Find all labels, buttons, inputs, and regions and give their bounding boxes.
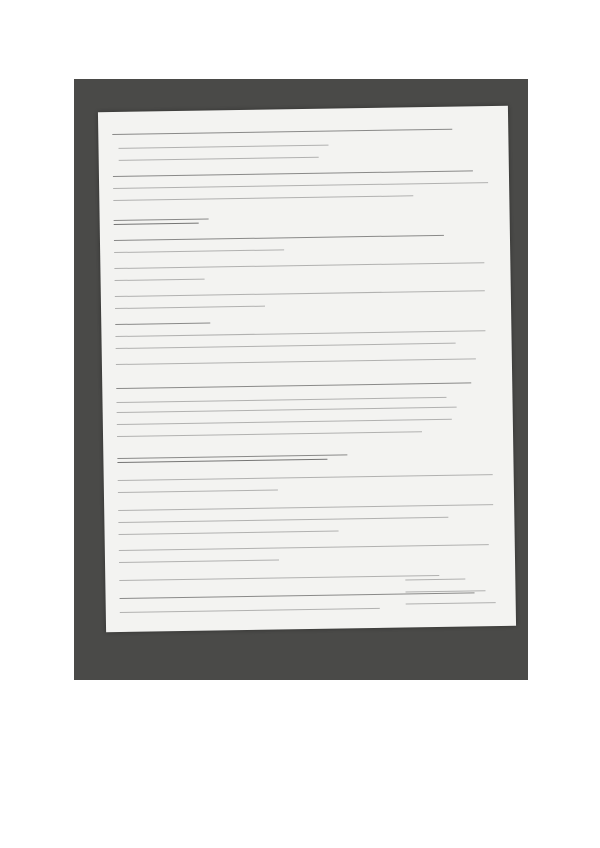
handwriting-line [117,419,452,426]
handwriting-line [119,145,329,150]
handwriting-line [406,602,496,605]
heading-underline [114,223,199,226]
handwriting-line [116,382,471,390]
handwriting-line [118,474,493,482]
handwriting-line [116,358,476,366]
handwriting-line [117,431,422,438]
handwriting-line [115,306,265,310]
handwriting-line [118,489,278,494]
handwriting-line [113,182,488,190]
handwriting-line [115,290,485,298]
handwriting-line [119,544,489,552]
handwritten-notes-page [98,106,516,632]
handwriting-line [114,235,444,242]
handwriting-line [116,343,456,350]
handwriting-line [118,504,493,512]
handwriting-line [114,219,209,222]
handwriting-line [119,559,279,564]
handwriting-line [120,608,380,614]
handwriting-line [405,579,465,582]
handwriting-line [113,195,413,202]
handwriting-line [119,531,339,536]
handwriting-line [114,262,484,270]
handwriting-line [114,249,284,254]
handwriting-line [113,170,473,178]
handwriting-line [119,575,439,582]
photo-frame [74,79,528,680]
handwriting-line [117,407,457,414]
handwriting-line [118,517,448,524]
handwriting-line [119,157,319,162]
handwriting-line [116,397,446,404]
handwriting-line [115,323,210,326]
handwriting-line [120,592,475,600]
handwriting-line [115,330,485,338]
handwriting-line [112,129,452,136]
handwriting-line [115,279,205,282]
